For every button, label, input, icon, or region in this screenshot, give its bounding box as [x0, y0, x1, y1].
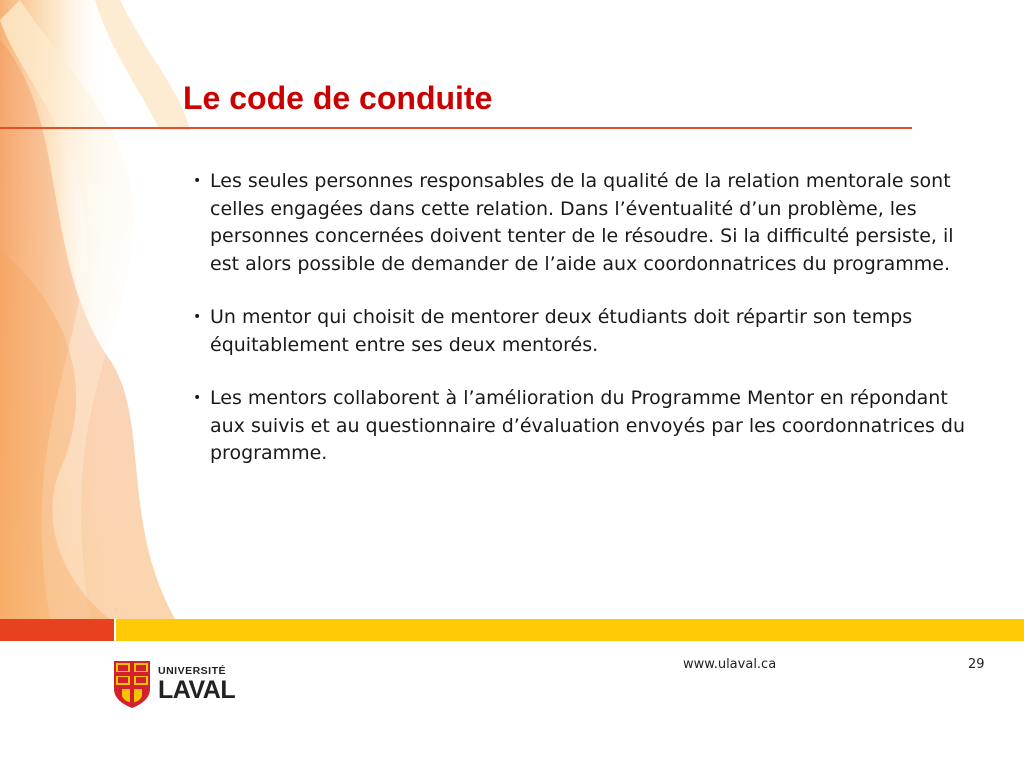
logo-wordmark [158, 665, 235, 703]
bullet-marker: • [193, 309, 202, 325]
logo-line-university: UNIVERSITÉ [158, 665, 227, 677]
university-logo [112, 659, 235, 709]
bullet-text: Les mentors collaborent à l’amélioration du Programme Mentor en répondant aux suivis et au questionnaire d’évaluation envoyés par les coordonnatrices du programme. [210, 387, 966, 464]
logo-line-laval: LAVAL [158, 676, 236, 704]
footer-band-yellow [116, 619, 1024, 641]
page-number: 29 [968, 657, 985, 672]
website-url: www.ulaval.ca [683, 657, 777, 672]
slide-title: Le code de conduite [183, 80, 493, 116]
university-crest-icon [112, 659, 152, 709]
bullet-item [193, 385, 973, 468]
bullet-text: Un mentor qui choisit de mentorer deux étudiants doit répartir son temps équitablement entre ses deux mentorés. [210, 306, 913, 356]
bullet-marker: • [193, 390, 202, 406]
bullet-item [193, 168, 973, 278]
footer-band-red [0, 619, 114, 641]
bullet-item [193, 304, 973, 359]
title-divider [0, 127, 912, 129]
bullet-marker: • [193, 173, 202, 189]
bullet-list [193, 168, 973, 494]
bullet-text: Les seules personnes responsables de la qualité de la relation mentorale sont celles engagées dans cette relation. Dans l’éventualité d’un problème, les personnes concernées doivent tenter de le résoudre. Si la difficulté persiste, il est alors possible de demander de l’aide aux coordonnatrices du programme. [210, 170, 954, 275]
